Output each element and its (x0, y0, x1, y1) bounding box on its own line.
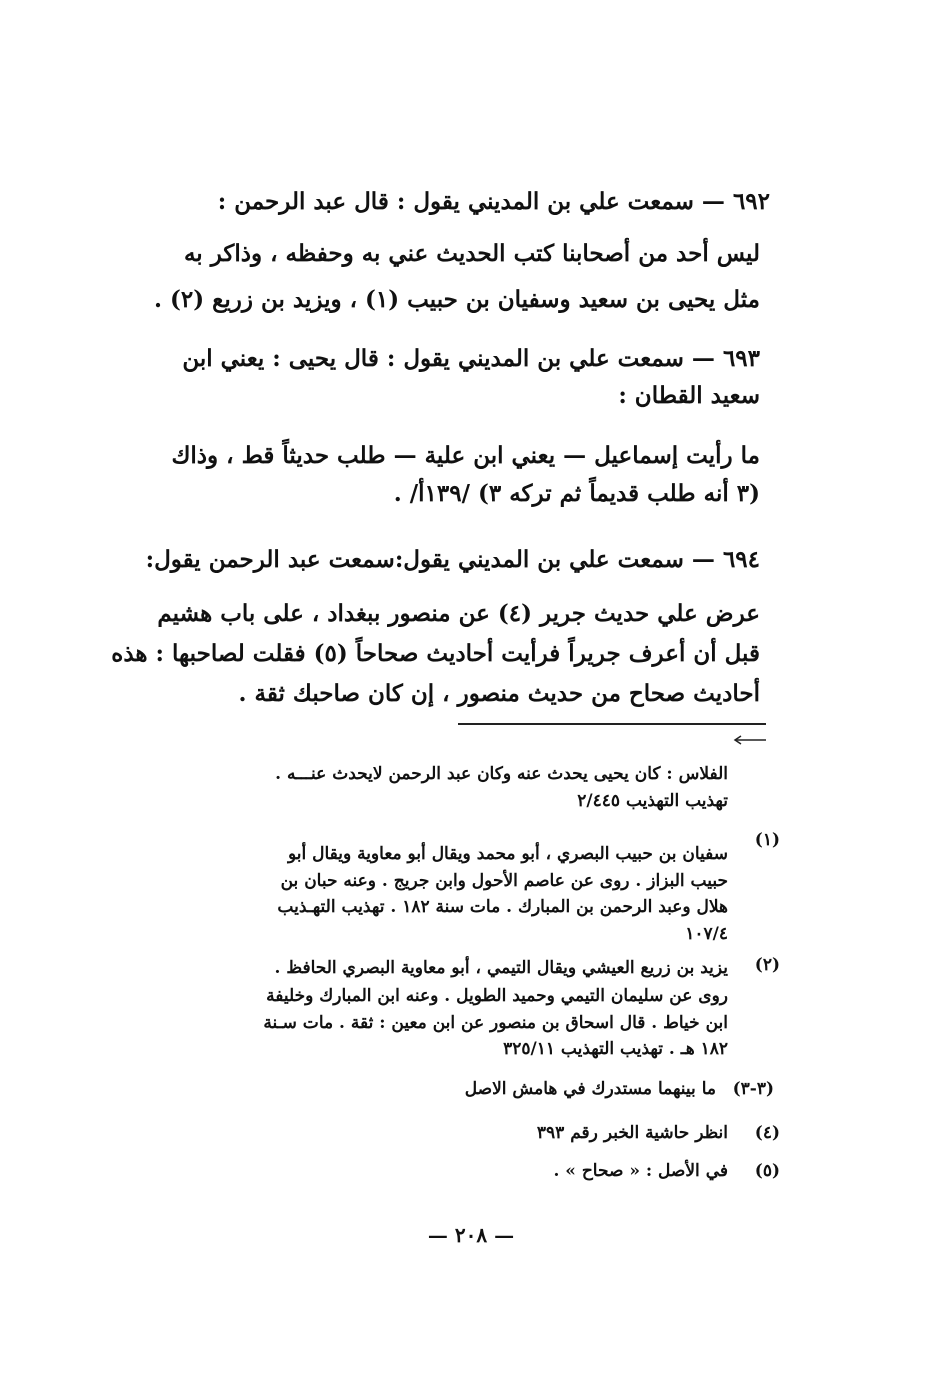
footnote-1-line-1: سفيان بن حبيب البصري ، أبو محمد ويقال أبو معاوية ويقال أبو (287, 844, 728, 864)
entry-693-line-4: (٣ أنه طلب قديماً ثم تركه ٣) /١٣٩أ/ . (393, 480, 760, 507)
footnote-4-mark: (٤) (754, 1123, 780, 1143)
entry-694-line-2: عرض علي حديث جرير (٤) عن منصور ببغداد ، على باب هشيم (157, 600, 760, 627)
footnote-5-mark: (٥) (754, 1161, 780, 1181)
footnote-2-line-2: روى عن سليمان التيمي وحميد الطويل . وعنه ابن المبارك وخليفة (266, 986, 728, 1006)
continuation-arrow-icon (733, 734, 767, 746)
footnote-3-mark: (٣-٣) (732, 1079, 774, 1099)
footnote-separator (458, 723, 766, 725)
entry-694-line-4: أحاديث صحاح من حديث منصور ، إن كان صاحبك ثقة . (238, 680, 760, 707)
footnote-5-line-1: في الأصل : « صحاح » . (553, 1161, 728, 1181)
entry-692-line-1: ٦٩٢ — سمعت علي بن المديني يقول : قال عبد الرحمن : (217, 188, 770, 215)
entry-693-line-2: سعيد القطان : (618, 382, 760, 409)
footnote-2-line-4: ١٨٢ هـ . تهذيب التهذيب ٣٢٥/١١ (503, 1039, 728, 1059)
page-number: — ٢٠٨ — (427, 1223, 515, 1247)
entry-692-line-3: مثل يحيى بن سعيد وسفيان بن حبيب (١) ، ويزيد بن زريع (٢) . (153, 286, 760, 313)
footnote-2-line-3: ابن خياط . قال اسحاق بن منصور عن ابن معين : ثقة . مات سـنة (263, 1013, 728, 1033)
footnote-1-line-3: هلال وعبد الرحمن بن المبارك . مات سنة ١٨٢ . تهذيب التهـذيب (277, 897, 728, 917)
footnote-4-line-1: انظر حاشية الخبر رقم ٣٩٣ (536, 1123, 728, 1143)
entry-693-line-1: ٦٩٣ — سمعت علي بن المديني يقول : قال يحيى : يعني ابن (182, 345, 760, 372)
footnote-3-line-1: ما بينهما مستدرك في هامش الاصل (464, 1079, 716, 1099)
footnote-continuation-line-1: الفلاس : كان يحيى يحدث عنه وكان عبد الرحمن لايحدث عنـــه . (275, 764, 728, 784)
footnote-2-line-1: يزيد بن زريع العيشي ويقال التيمي ، أبو معاوية البصري الحافظ . (274, 958, 728, 978)
footnote-2-mark: (٢) (754, 955, 780, 975)
entry-694-line-1: ٦٩٤ — سمعت علي بن المديني يقول:سمعت عبد الرحمن يقول: (145, 546, 760, 573)
footnote-1-line-4: ١٠٧/٤ (685, 924, 728, 944)
entry-694-line-3: قبل أن أعرف جريراً فرأيت أحاديث صحاحاً (٥) فقلت لصاحبها : هذه (111, 640, 760, 667)
entry-692-line-2: ليس أحد من أصحابنا كتب الحديث عني به وحفظه ، وذاكر به (183, 240, 760, 267)
footnote-1-line-2: حبيب البزاز . روى عن عاصم الأحول وابن جريج . وعنه حبان بن (280, 871, 728, 891)
entry-693-line-3: ما رأيت إسماعيل — يعني ابن علية — طلب حديثاً قط ، وذاك (171, 442, 760, 469)
footnote-1-mark: (١) (754, 830, 780, 850)
footnote-continuation-line-2: تهذيب التهذيب ٢/٤٤٥ (577, 791, 728, 811)
